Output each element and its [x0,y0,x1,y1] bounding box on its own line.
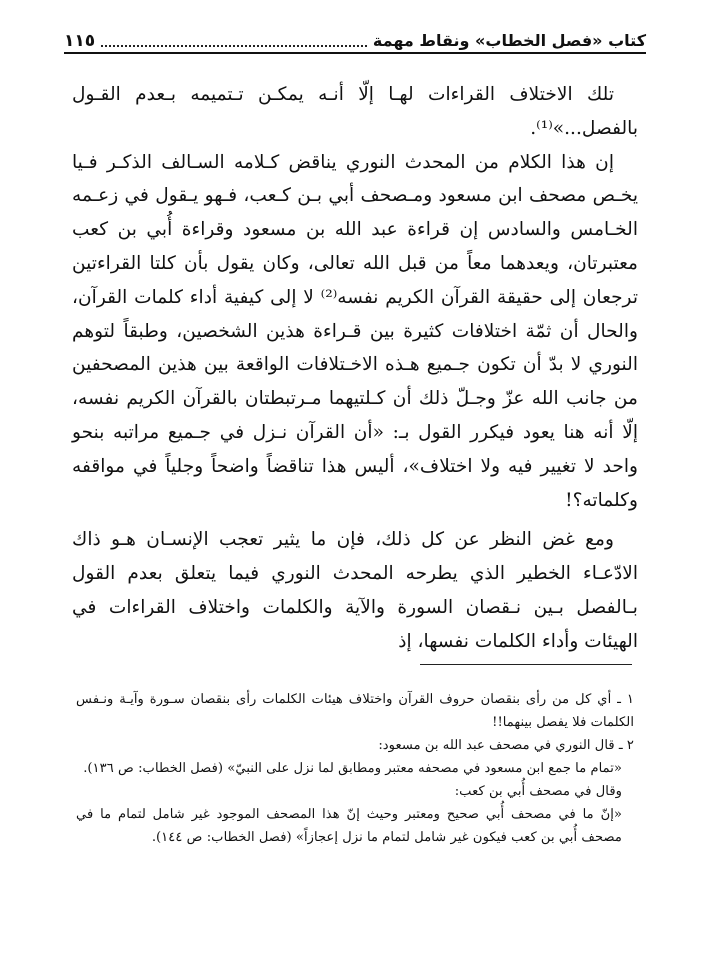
page-header [64,26,646,54]
paragraph: تلك الاختلاف القراءات لهـا إلّا أنـه يمكـن تـتميمه بـعدم القـول بالفصل...»⁽¹⁾. [72,84,638,139]
dotted-leader [101,45,367,47]
footnote-1: ١ ـ أي كل من رأى بنقصان حروف القرآن واختلاف هيئات الكلمات رأى بنقصان سـورة وآيـة ونـفس الكلمات فلا يفصل بينهما!! [76,692,634,730]
footnote-2-intro-2: وقال في مصحف أُبي بن كعب: [454,784,622,799]
page-number: ١١٥ [64,31,96,51]
footnote-2-intro: ٢ ـ قال النوري في مصحف عبد الله بن مسعود: [378,738,634,753]
footnote-2-quote-2: «إنّ ما في مصحف أُبي صحيح ومعتبر وحيث إنّ هذا المصحف الموجود غير شامل لتمام ما في مصحف أُبي بن كعب فيكون غير شامل لتمام ما نزل إعجازاً» (فصل الخطاب: ص ١٤٤). [76,807,622,845]
running-title: كتاب «فصل الخطاب» ونقاط مهمة [372,31,646,50]
footnote-divider [420,664,632,665]
footnotes [76,688,634,849]
footnote-2-quote-1: «تمام ما جمع ابن مسعود في مصحفه معتبر ومطابق لما نزل على النبيّ» (فصل الخطاب: ص ١٣٦). [83,761,622,776]
paragraph: إن هذا الكلام من المحدث النوري يناقض كـلامه السـالف الذكـر فـيا يخـص مصحف ابن مسعود ومـصحف أبي بـن كـعب، فـهو يـقول في زعـمه الخـامس والسادس إن قراءة عبد الله بن مسعود وقراءة أُبي بن كعب معتبرتان، ويعدهما معاً من قبل الله تعالى، وكان يقول بأن كلتا القراءتين ترجعان إلى حقيقة القرآن الكريم نفسه⁽²⁾ لا إلى كيفية أداء كلمات القرآن، والحال أن ثمّة اختلافات كثيرة بين قـراءة هذين الشخصين، وطبقاً لتوهم النوري لا بدّ أن تكون جـميع هـذه الاخـتلافات الواقعة بين هذين المصحفين من جانب الله عزّ وجـلّ ذلك أن كـلتيهما مـرتبطتان بالقرآن الكريم نفسه، إلّا أنه هنا يعود فيكرر القول بـ: «أن القرآن نـزل في جـميع مراتبه بنحو واحد لا تغيير فيه ولا اختلاف»، أليس هذا تناقضاً واضحاً وجلياً في مواقفه وكلماته؟! [72,151,638,511]
paragraph: ومع غض النظر عن كل ذلك، فإن ما يثير تعجب الإنسـان هـو ذاك الادّعـاء الخطير الذي يطرحه المحدث النوري فيما يتعلق بعدم القول بـالفصل بـين نـقصان السورة والآية والكلمات واختلاف القراءات في الهيئات وأداء الكلمات نفسها، إذ [72,529,638,652]
main-text [72,78,638,659]
